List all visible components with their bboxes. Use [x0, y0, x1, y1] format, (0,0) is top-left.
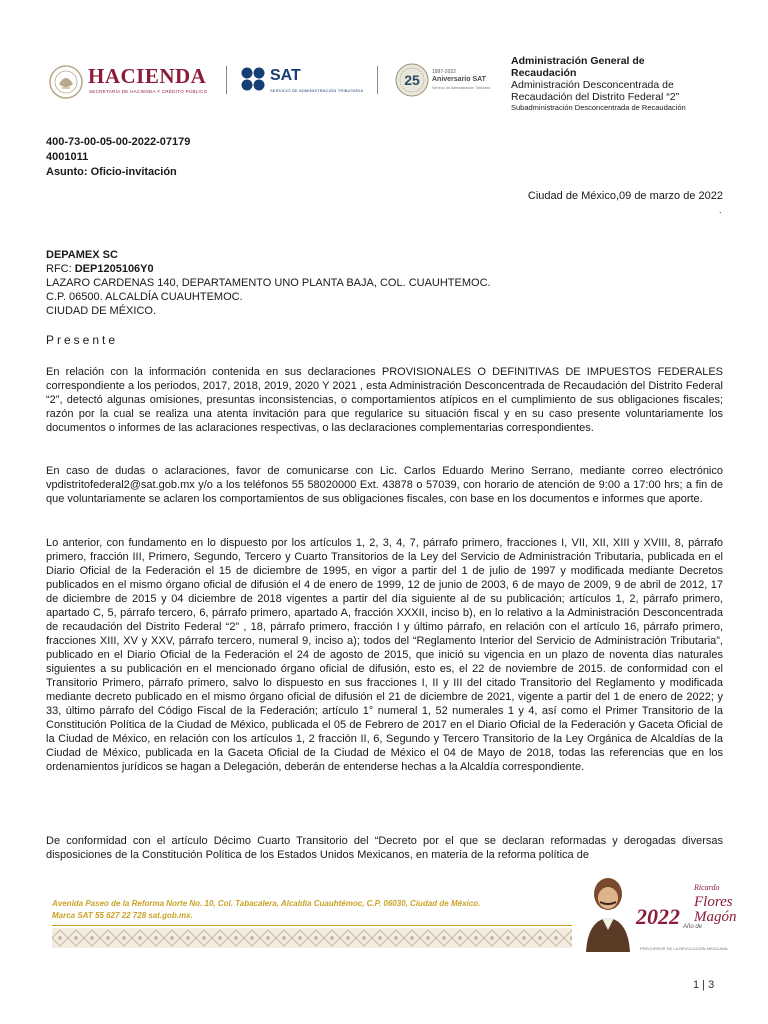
address-line: LAZARO CARDENAS 140, DEPARTAMENTO UNO PLANTA BAJA, COL. CUAUHTEMOC.	[46, 277, 491, 289]
reference-number: 400-73-00-05-00-2022-07179	[46, 136, 191, 148]
rfc-label: RFC:	[46, 263, 75, 275]
commemorative-subtitle: PRECURSOR DE LA REVOLUCIÓN MEXICANA	[640, 946, 728, 951]
rfc-value: DEP1205106Y0	[74, 263, 154, 275]
decorative-pattern-band	[52, 928, 572, 948]
address-line: C.P. 06500. ALCALDÍA CUAUHTEMOC.	[46, 291, 243, 303]
logo-divider	[226, 66, 227, 94]
logo-divider	[377, 66, 378, 94]
hacienda-logo-text: HACIENDA	[88, 64, 207, 88]
body-paragraph: En caso de dudas o aclaraciones, favor de comunicarse con Lic. Carlos Eduardo Merino Serrano, mediante correo electrónico vpdistritofederal2@sat.gob.mx y/o a los teléfonos 55 58020000 Ext. 43878 o 57039, con horario de atención de 9:00 a 17:00 hrs; a fin de que voluntariamente se aclaren los comportamientos de sus obligaciones fiscales, con base en los documentos e informes que aporte.	[46, 465, 723, 505]
agency-line: Administración General de	[511, 55, 645, 67]
footer-address-block	[52, 898, 480, 922]
date-line: Ciudad de México,09 de marzo de 2022	[527, 190, 723, 202]
footer-address: Avenida Paseo de la Reforma Norte No. 10, Col. Tabacalera, Alcaldía Cuauhtémoc, C.P. 06030, Ciudad de México.	[52, 899, 481, 908]
anniversary-subtitle: Servicio de Administración Tributaria	[432, 86, 491, 90]
address-line: CIUDAD DE MÉXICO.	[46, 305, 157, 317]
agency-line: Subadministración Desconcentrada de Recaudación	[511, 103, 686, 112]
agency-line: Recaudación del Distrito Federal “2”	[511, 91, 680, 103]
footer-contact: Marca SAT 55 627 22 728 sat.gob.mx.	[52, 911, 193, 920]
agency-line: Administración Desconcentrada de	[511, 79, 674, 91]
name-last2: Magón	[694, 909, 737, 925]
ricardo-flores-magon-portrait-icon	[578, 872, 638, 952]
reference-block	[46, 135, 190, 180]
rfc-line	[46, 262, 491, 276]
agency-block	[511, 55, 741, 113]
footer-rule	[52, 925, 572, 926]
hacienda-subtitle: SECRETARÍA DE HACIENDA Y CRÉDITO PÚBLICO	[89, 89, 208, 94]
commemorative-ano-de: Año de	[683, 924, 703, 930]
subject-line: Asunto: Oficio-invitación	[46, 166, 177, 178]
name-last1: Flores	[694, 894, 733, 910]
addressee-name: DEPAMEX SC	[46, 249, 118, 261]
anniversary-label: Aniversario SAT	[432, 76, 486, 83]
commemorative-name	[694, 880, 766, 925]
commemorative-year: 2022	[636, 904, 680, 929]
anniversary-years: 1997-2022	[432, 69, 456, 75]
page-number: 1 | 3	[693, 979, 715, 991]
reference-code: 4001011	[46, 151, 89, 163]
sat-logo-icon	[240, 66, 266, 92]
anniversary-25-icon	[395, 63, 429, 97]
sat-logo-text: SAT	[270, 67, 301, 84]
date-dot: .	[719, 205, 722, 215]
anniversary-number: 25	[404, 72, 420, 88]
agency-line: Recaudación	[511, 67, 577, 79]
addressee-block	[46, 248, 491, 318]
body-paragraph: Lo anterior, con fundamento en lo dispuesto por los artículos 1, 2, 3, 4, 7, párrafo primero, fracciones I, VII, XII, XIII y XVIII, 8, párrafo primero, fracción III, Primero, Segundo, Tercero y Cuarto Transitorios de la Ley del Servicio de Administración Tributaria, publicada en el Diario Oficial de la Federación el 15 de diciembre de 1995, en vigor a partir del 1 de julio de 1997 y modificada mediante Decretos publicados en el mismo órgano oficial de difusión el 4 de enero de 1999, 12 de junio de 2003, 6 de mayo de 2009, 9 de abril de 2012, 17 de diciembre de 2015 y 04 diciembre de 2018 vigentes a partir del día siguiente al de su publicación; artículos 1, 2, párrafo primero, apartado C, 5, párrafo tercero, 6, párrafo primero, apartado A, fracción XXXII, inciso b), en lo relativo a la Administración Desconcentrada de recaudación del Distrito Federal “2” , 18, párrafo primero, fracción I y último párrafo, en relación con el artículo 16, párrafo primero, fracciones XIII, XV y XXV, párrafo tercero, numeral 9, inciso a); todos del “Reglamento Interior del Servicio de Administración Tributaria”, publicado en el Diario Oficial de la Federación el 24 de agosto de 2015, que inició su vigencia en un plazo de noventa días naturales siguientes a su publicación en el mencionado órgano oficial de difusión, esto es, el 22 de noviembre de 2015. de conformidad con el Transitorio Primero, párrafo primero, salvo lo dispuesto en sus fracciones I, II y III del citado Transitorio del Reglamento y modificada mediante decreto publicado en el mismo órgano oficial de difusión el 21 de diciembre de 2021, vigente a partir del 1 de enero de 2022; y 33, último párrafo del Código Fiscal de la Federación; artículo 1° numeral 1, 52 numerales 1 y 4, así como el Primer Transitorio de la Constitución Política de la Ciudad de México, publicada el 05 de Febrero de 2017 en el Diario Oficial de la Federación y Gaceta Oficial de la Ciudad de México, en relación con los artículos 1, 2 fracción II, 6, Segundo y Tercero Transitorio de la Ley Orgánica de Alcaldías de la Ciudad de México, publicada en la Gaceta Oficial de la Ciudad de México el 04 de Mayo de 2018, todas las referencias que en los ordenamientos jurídicos se hagan a Delegación, deberán de entenderse hechas a la Alcaldía correspondiente.	[46, 537, 723, 773]
name-first: Ricardo	[694, 883, 720, 892]
sat-subtitle: SERVICIO DE ADMINISTRACIÓN TRIBUTARIA	[270, 88, 364, 93]
body-paragraph: En relación con la información contenida en sus declaraciones PROVISIONALES O DEFINITIVAS DE IMPUESTOS FEDERALES correspondiente a los periodos, 2017, 2018, 2019, 2020 Y 2021 , esta Administración Desconcentrada de Recaudación del Distrito Federal “2”, detectó algunas omisiones, presuntas inconsistencias, o comportamientos atípicos en el cumplimiento de sus obligaciones fiscales; razón por la cual se realiza una atenta invitación para que regularice su situación fiscal y en su caso presente voluntariamente los documentos o informes de las aclaraciones respectivas, o las declaraciones complementarias correspondientes.	[46, 366, 723, 434]
salutation: Presente	[46, 333, 119, 347]
body-paragraph: De conformidad con el artículo Décimo Cuarto Transitorio del “Decreto por el que se declaran reformadas y derogadas diversas disposiciones de la Constitución Política de los Estados Unidos Mexicanos, en materia de la reforma política de	[46, 835, 723, 861]
mexico-coat-of-arms-icon	[48, 64, 84, 100]
